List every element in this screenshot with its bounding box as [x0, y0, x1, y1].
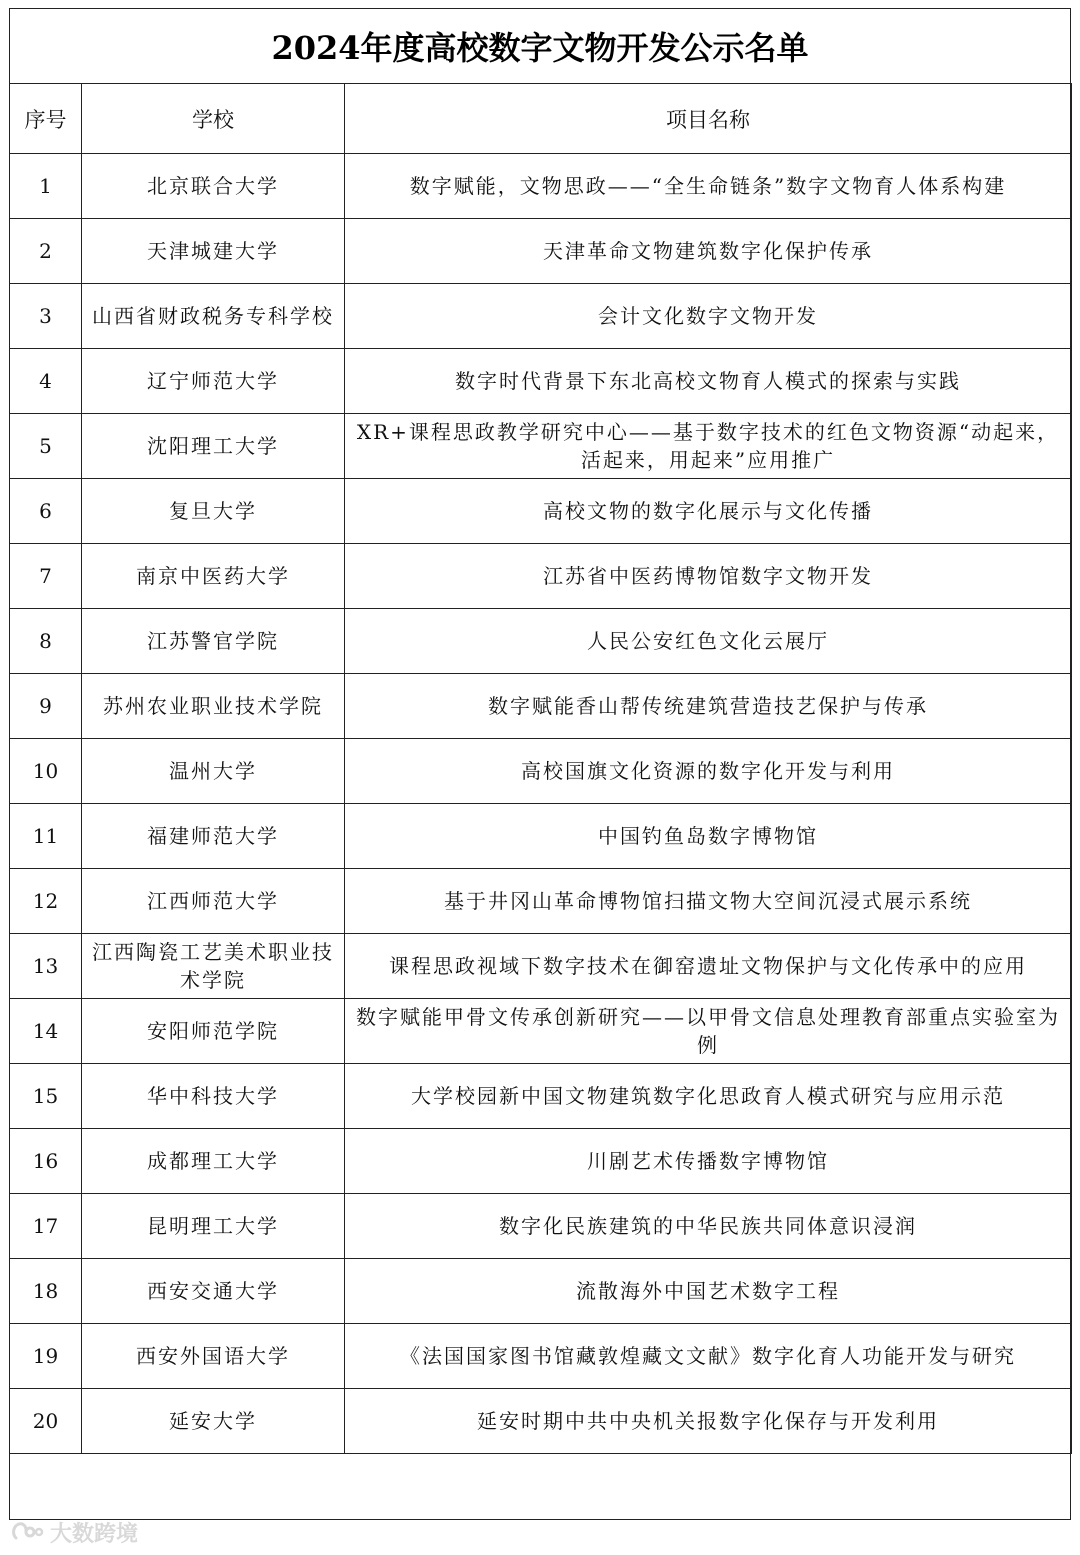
row-school: 温州大学 — [82, 739, 345, 804]
table-row — [10, 544, 1072, 609]
row-project: 数字赋能香山帮传统建筑营造技艺保护与传承 — [345, 674, 1072, 739]
table-header-row — [10, 84, 1072, 154]
row-project: 数字时代背景下东北高校文物育人模式的探索与实践 — [345, 349, 1072, 414]
row-index: 12 — [10, 869, 82, 934]
table-row — [10, 1064, 1072, 1129]
row-school: 华中科技大学 — [82, 1064, 345, 1129]
row-index: 9 — [10, 674, 82, 739]
table-row — [10, 804, 1072, 869]
row-school: 江苏警官学院 — [82, 609, 345, 674]
table-row — [10, 219, 1072, 284]
table-row — [10, 349, 1072, 414]
row-project: 高校文物的数字化展示与文化传播 — [345, 479, 1072, 544]
row-school: 苏州农业职业技术学院 — [82, 674, 345, 739]
table-row — [10, 1259, 1072, 1324]
row-project: 流散海外中国艺术数字工程 — [345, 1259, 1072, 1324]
table-row — [10, 1324, 1072, 1389]
row-project: 会计文化数字文物开发 — [345, 284, 1072, 349]
announcement-sheet — [9, 8, 1071, 1520]
row-project: 江苏省中医药博物馆数字文物开发 — [345, 544, 1072, 609]
brand-logo-icon — [10, 1520, 44, 1546]
row-index: 8 — [10, 609, 82, 674]
table-row — [10, 739, 1072, 804]
row-school: 复旦大学 — [82, 479, 345, 544]
row-school: 江西师范大学 — [82, 869, 345, 934]
row-school: 安阳师范学院 — [82, 999, 345, 1064]
row-index: 11 — [10, 804, 82, 869]
row-school: 南京中医药大学 — [82, 544, 345, 609]
table-row — [10, 154, 1072, 219]
table-row — [10, 284, 1072, 349]
row-index: 14 — [10, 999, 82, 1064]
row-index: 13 — [10, 934, 82, 999]
table-row — [10, 869, 1072, 934]
row-school: 西安外国语大学 — [82, 1324, 345, 1389]
row-school: 天津城建大学 — [82, 219, 345, 284]
row-school: 山西省财政税务专科学校 — [82, 284, 345, 349]
table-row — [10, 609, 1072, 674]
row-project: 人民公安红色文化云展厅 — [345, 609, 1072, 674]
row-index: 15 — [10, 1064, 82, 1129]
table-row — [10, 479, 1072, 544]
table-row — [10, 934, 1072, 999]
row-index: 20 — [10, 1389, 82, 1454]
row-index: 10 — [10, 739, 82, 804]
row-project: 延安时期中共中央机关报数字化保存与开发利用 — [345, 1389, 1072, 1454]
row-project: 基于井冈山革命博物馆扫描文物大空间沉浸式展示系统 — [345, 869, 1072, 934]
row-school: 福建师范大学 — [82, 804, 345, 869]
row-index: 17 — [10, 1194, 82, 1259]
row-project: 中国钓鱼岛数字博物馆 — [345, 804, 1072, 869]
row-index: 18 — [10, 1259, 82, 1324]
table-row — [10, 1129, 1072, 1194]
watermark — [10, 1517, 138, 1548]
row-project: 高校国旗文化资源的数字化开发与利用 — [345, 739, 1072, 804]
table-row — [10, 1389, 1072, 1454]
row-project: 《法国国家图书馆藏敦煌藏文文献》数字化育人功能开发与研究 — [345, 1324, 1072, 1389]
row-project: 数字赋能，文物思政——“全生命链条”数字文物育人体系构建 — [345, 154, 1072, 219]
table-body — [10, 154, 1072, 1454]
row-index: 5 — [10, 414, 82, 479]
row-school: 沈阳理工大学 — [82, 414, 345, 479]
watermark-text: 大数跨境 — [50, 1522, 139, 1547]
header-project: 项目名称 — [345, 84, 1072, 154]
row-index: 1 — [10, 154, 82, 219]
row-index: 2 — [10, 219, 82, 284]
row-project: 数字赋能甲骨文传承创新研究——以甲骨文信息处理教育部重点实验室为例 — [345, 999, 1072, 1064]
row-index: 19 — [10, 1324, 82, 1389]
row-index: 4 — [10, 349, 82, 414]
table-row — [10, 674, 1072, 739]
row-school: 辽宁师范大学 — [82, 349, 345, 414]
project-table — [9, 83, 1072, 1454]
row-project: 课程思政视域下数字技术在御窑遗址文物保护与文化传承中的应用 — [345, 934, 1072, 999]
row-project: 数字化民族建筑的中华民族共同体意识浸润 — [345, 1194, 1072, 1259]
header-index: 序号 — [10, 84, 82, 154]
row-index: 16 — [10, 1129, 82, 1194]
row-index: 7 — [10, 544, 82, 609]
row-project: 天津革命文物建筑数字化保护传承 — [345, 219, 1072, 284]
page-title: 2024年度高校数字文物开发公示名单 — [271, 29, 809, 67]
row-project: XR+课程思政教学研究中心——基于数字技术的红色文物资源“动起来，活起来，用起来”应用推广 — [345, 414, 1072, 479]
row-school: 昆明理工大学 — [82, 1194, 345, 1259]
table-row — [10, 414, 1072, 479]
row-school: 江西陶瓷工艺美术职业技术学院 — [82, 934, 345, 999]
row-school: 延安大学 — [82, 1389, 345, 1454]
table-row — [10, 999, 1072, 1064]
row-project: 川剧艺术传播数字博物馆 — [345, 1129, 1072, 1194]
row-project: 大学校园新中国文物建筑数字化思政育人模式研究与应用示范 — [345, 1064, 1072, 1129]
table-row — [10, 1194, 1072, 1259]
row-index: 3 — [10, 284, 82, 349]
row-index: 6 — [10, 479, 82, 544]
row-school: 成都理工大学 — [82, 1129, 345, 1194]
header-school: 学校 — [82, 84, 345, 154]
row-school: 北京联合大学 — [82, 154, 345, 219]
row-school: 西安交通大学 — [82, 1259, 345, 1324]
